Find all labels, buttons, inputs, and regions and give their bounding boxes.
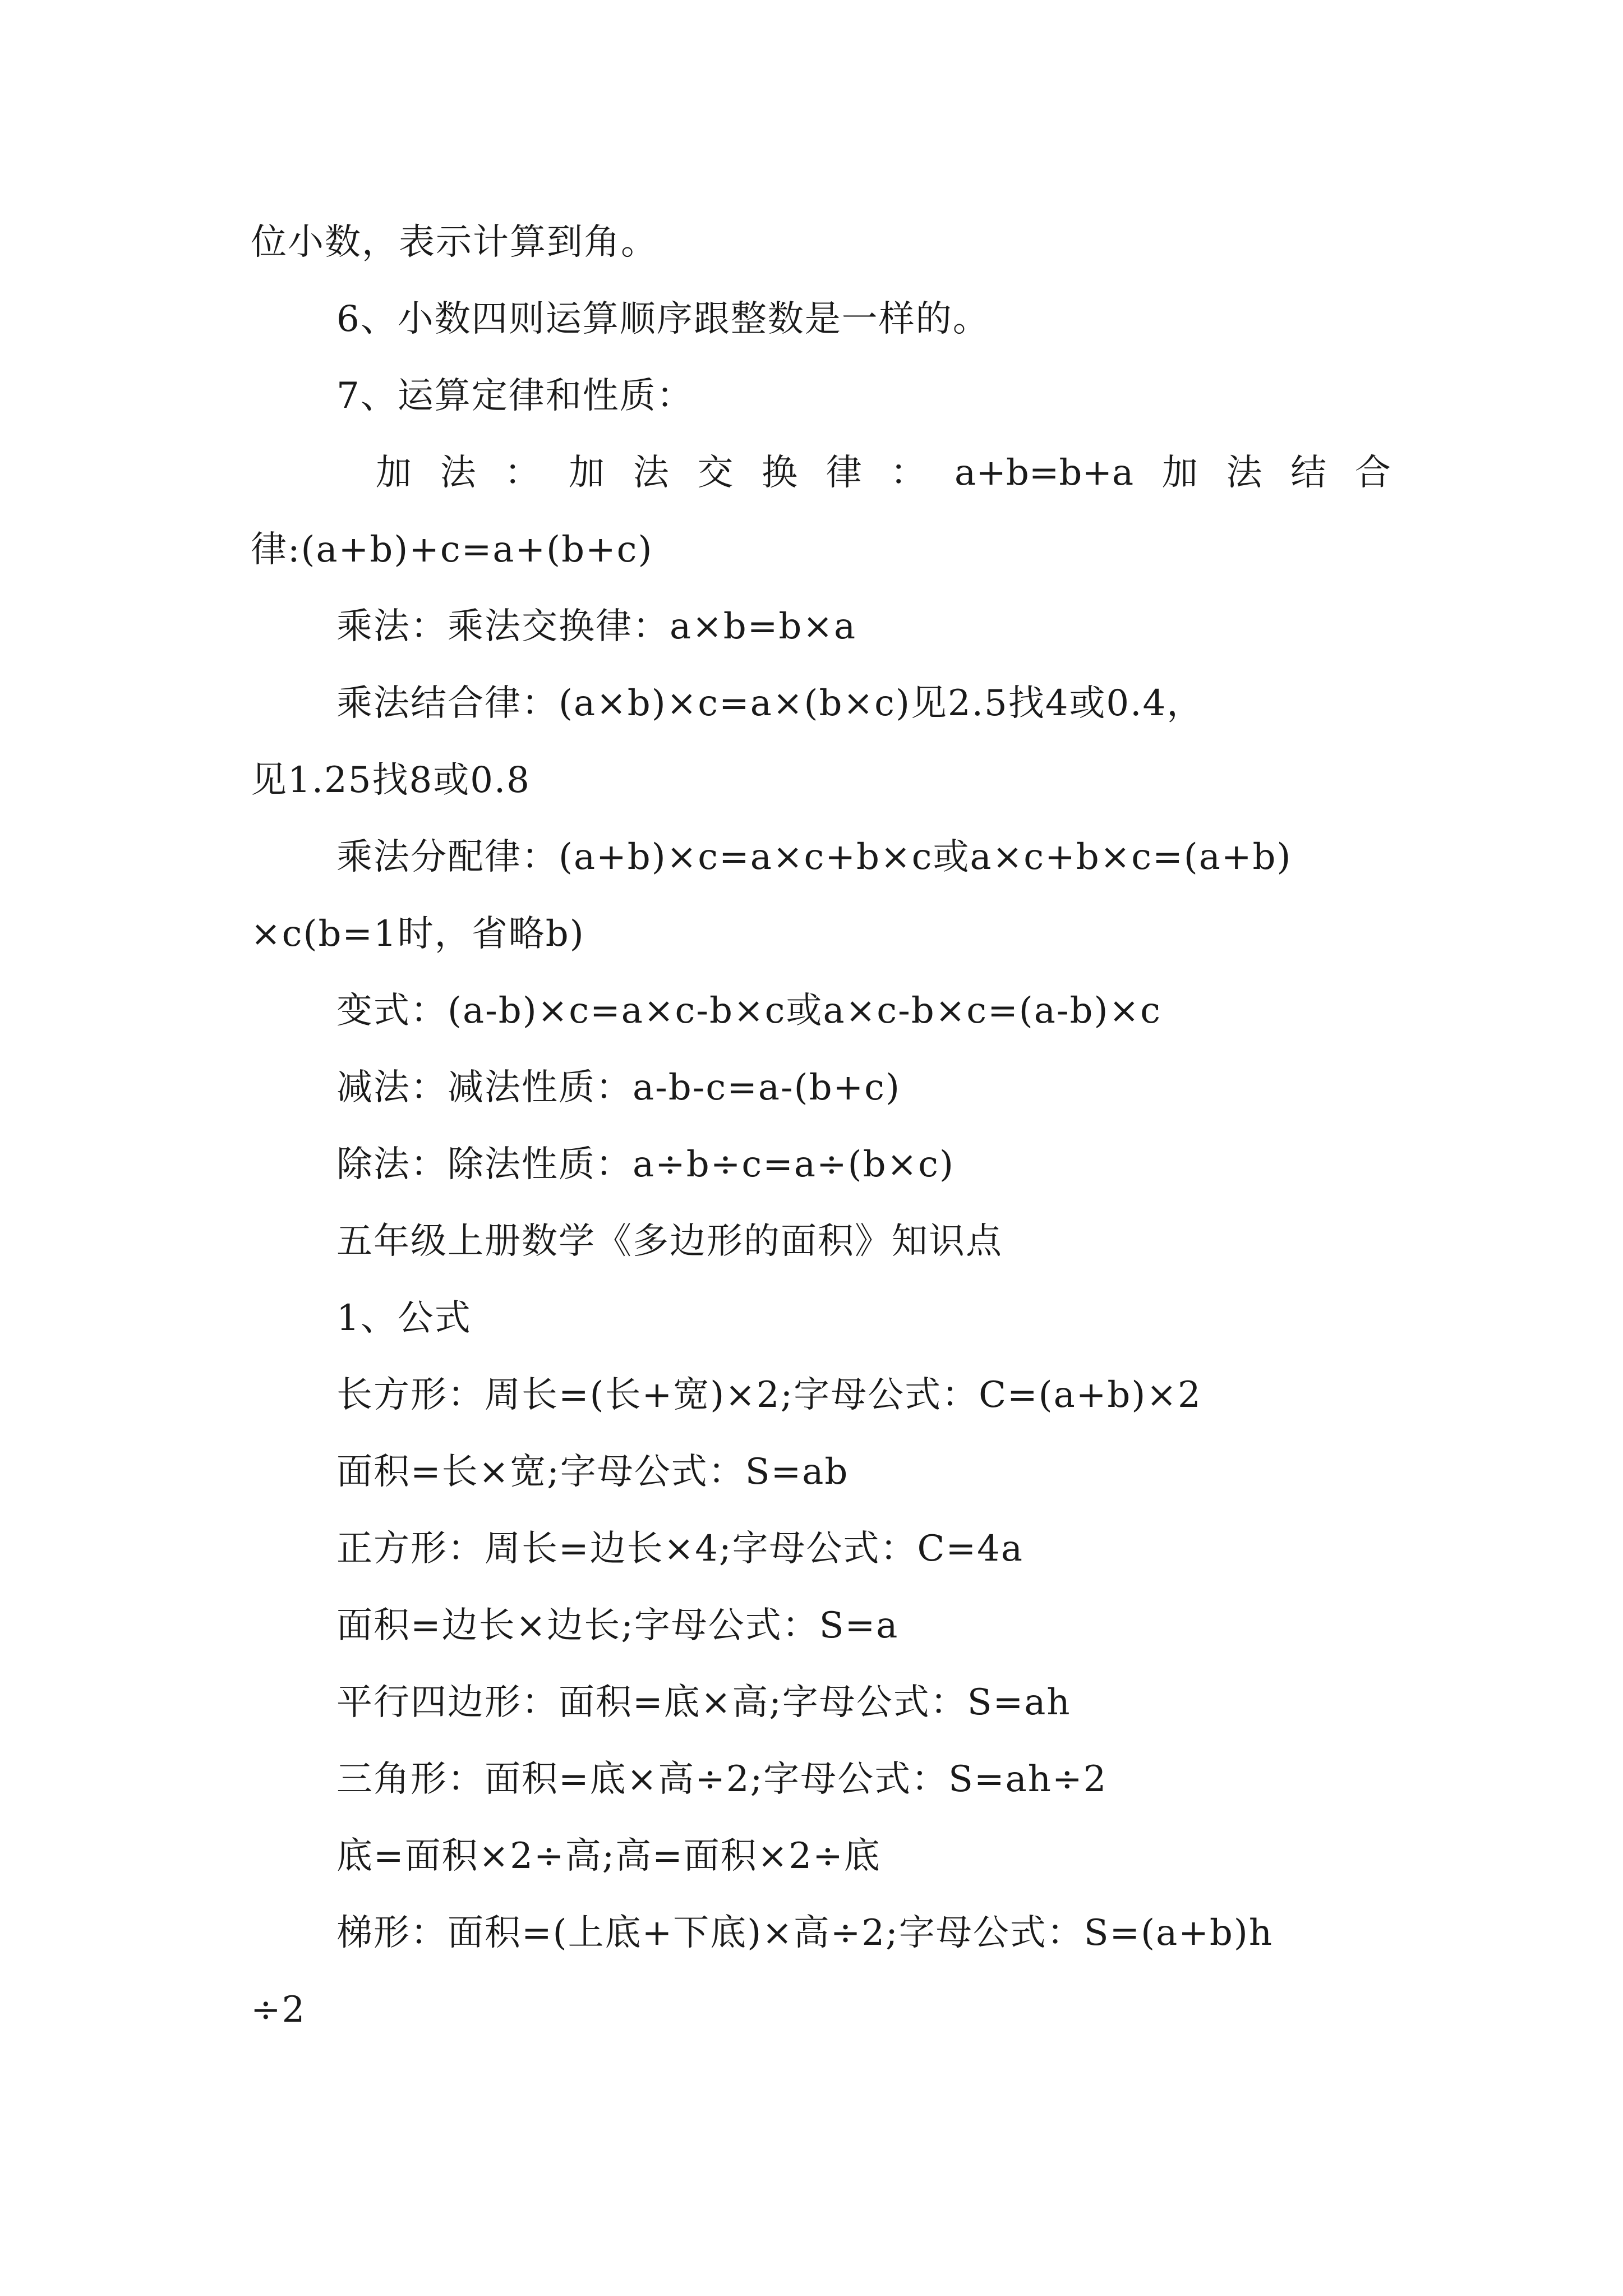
section-heading: 五年级上册数学《多边形的面积》知识点 <box>336 1221 1003 1262</box>
text-token: 加 <box>569 452 605 494</box>
text-token: a+b=b+a <box>955 452 1134 494</box>
text-line: 7、运算定律和性质： <box>336 375 694 417</box>
text-line: 乘法结合律：(a×b)×c=a×(b×c)见2.5找4或0.4， <box>336 683 1204 724</box>
text-token: 法 <box>633 452 669 494</box>
text-token: 结 <box>1290 452 1327 494</box>
text-token: 加 <box>1161 452 1198 494</box>
text-line: 乘法：乘法交换律：a×b=b×a <box>336 606 857 647</box>
text-line: 见1.25找8或0.8 <box>251 760 531 801</box>
text-line: 底=面积×2÷高;高=面积×2÷底 <box>336 1835 881 1877</box>
text-line: 平行四边形：面积=底×高;字母公式：S=ah <box>336 1682 1071 1723</box>
text-token: 法 <box>440 452 476 494</box>
text-line: 面积=边长×边长;字母公式：S=a <box>336 1605 899 1646</box>
text-token: ： <box>504 452 541 494</box>
text-line: 三角形：面积=底×高÷2;字母公式：S=ah÷2 <box>336 1759 1108 1800</box>
text-token: 换 <box>762 452 798 494</box>
text-line: 减法：减法性质：a-b-c=a-(b+c) <box>336 1067 901 1108</box>
text-line: 长方形：周长=(长+宽)×2;字母公式：C=(a+b)×2 <box>336 1374 1202 1416</box>
text-line: 面积=长×宽;字母公式：S=ab <box>336 1451 849 1493</box>
text-line: 变式：(a-b)×c=a×c-b×c或a×c-b×c=(a-b)×c <box>336 990 1161 1032</box>
text-line: ×c(b=1时，省略b) <box>251 913 585 955</box>
text-line: ÷2 <box>251 1989 306 2031</box>
text-token: 法 <box>1226 452 1262 494</box>
text-line: 乘法分配律：(a+b)×c=a×c+b×c或a×c+b×c=(a+b) <box>336 836 1292 878</box>
text-line: 律:(a+b)+c=a+(b+c) <box>251 529 653 570</box>
text-token: ： <box>890 452 926 494</box>
text-line: 除法：除法性质：a÷b÷c=a÷(b×c) <box>336 1144 955 1185</box>
text-line: 6、小数四则运算顺序跟整数是一样的。 <box>336 298 990 340</box>
text-token: 律 <box>826 452 862 494</box>
text-line: 1、公式 <box>336 1297 472 1339</box>
text-line: 梯形：面积=(上底+下底)×高÷2;字母公式：S=(a+b)h <box>336 1912 1274 1954</box>
text-token: 合 <box>1354 452 1391 494</box>
text-line: 位小数，表示计算到角。 <box>251 222 658 263</box>
text-line: 正方形：周长=边长×4;字母公式：C=4a <box>336 1528 1023 1570</box>
text-token: 交 <box>697 452 734 494</box>
justified-text-line <box>376 442 1391 504</box>
text-token: 加 <box>376 452 412 494</box>
